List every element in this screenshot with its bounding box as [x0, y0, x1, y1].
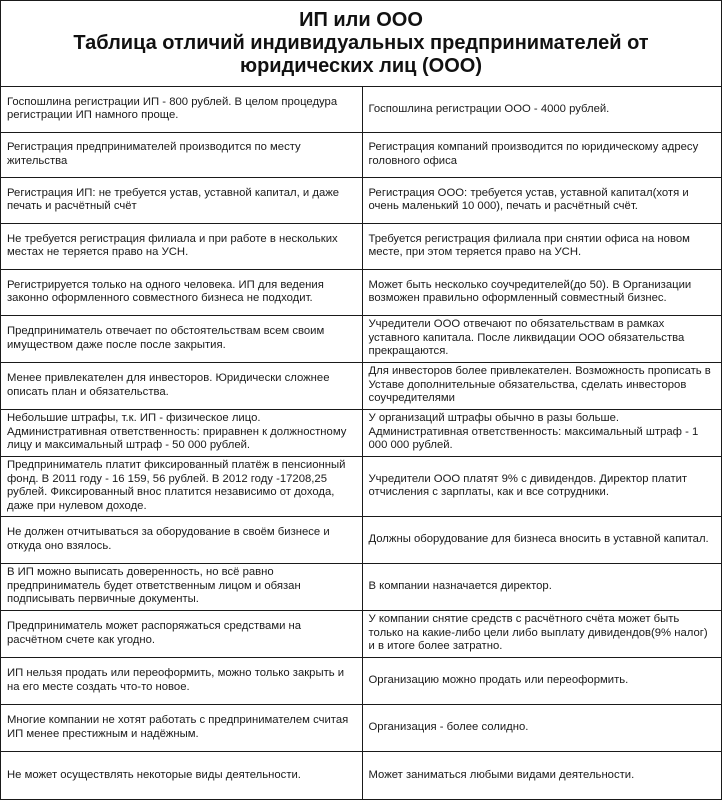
- table-row: [1, 456, 721, 516]
- document-header: [1, 1, 721, 87]
- ooo-cell: [362, 610, 721, 657]
- ip-text: Госпошлина регистрации ИП - 800 рублей. В целом процедура регистрации ИП намного проще.: [7, 95, 338, 122]
- ip-text: Предприниматель платит фиксированный платёж в пенсионный фонд. В 2011 году - 16 159, 56 рублей. В 2012 году -17208,25 рублей. Фиксированный внос платится независимо от дохода, даже при нулевом доходе.: [7, 459, 346, 512]
- ip-text: Предприниматель может распоряжаться средствами на расчётном счете как угодно.: [7, 620, 302, 646]
- ip-text: Регистрируется только на одного человека. ИП для ведения законно оформленного совместного бизнеса не подходит.: [7, 278, 324, 304]
- ip-text: Не может осуществлять некоторые виды деятельности.: [7, 768, 301, 781]
- ooo-text: В компании назначается директор.: [368, 579, 552, 592]
- ip-cell: [1, 704, 362, 751]
- ooo-text: Может заниматься любыми видами деятельности.: [368, 768, 635, 781]
- ooo-cell: [362, 563, 721, 610]
- ip-cell: [1, 409, 362, 456]
- ooo-text: Учредители ООО платят 9% с дивидендов. Директор платит отчисления с зарплаты, как и все сотрудники.: [368, 472, 688, 498]
- ip-cell: [1, 657, 362, 704]
- comparison-table: [1, 87, 721, 799]
- ooo-cell: [362, 87, 721, 132]
- ip-cell: [1, 177, 362, 223]
- ip-text: Регистрация ИП: не требуется устав, уставной капитал, и даже печать и расчётный счёт: [7, 186, 340, 212]
- ip-text: ИП нельзя продать или переоформить, можно только закрыть и на его месте создать что-то новое.: [7, 667, 345, 693]
- ooo-cell: [362, 409, 721, 456]
- ooo-cell: [362, 223, 721, 269]
- table-row: [1, 751, 721, 799]
- ooo-text: Требуется регистрация филиала при снятии офиса на новом месте, при этом теряется право на УСН.: [368, 232, 690, 258]
- ooo-cell: [362, 456, 721, 516]
- ooo-text: Регистрация ООО: требуется устав, уставной капитал(хотя и очень маленький 10 000), печать и расчётный счёт.: [368, 186, 689, 212]
- ip-cell: [1, 456, 362, 516]
- ip-text: Многие компании не хотят работать с предпринимателем считая ИП менее престижным и надёжным.: [7, 714, 349, 740]
- ip-cell: [1, 751, 362, 799]
- ooo-cell: [362, 516, 721, 563]
- ooo-text: У компании снятие средств с расчётного счёта может быть только на какие-либо цели либо выплату дивидендов(9% налог) и в итоге более затратно.: [368, 613, 708, 653]
- ip-cell: [1, 223, 362, 269]
- ooo-text: Организация - более солидно.: [368, 720, 529, 733]
- ooo-cell: [362, 177, 721, 223]
- ooo-text: Госпошлина регистрации ООО - 4000 рублей.: [368, 102, 610, 115]
- ooo-text: У организаций штрафы обычно в разы больше. Административная ответственность: максимальный штраф - 1 000 000 рублей.: [368, 412, 699, 452]
- ooo-text: Учредители ООО отвечают по обязательствам в рамках уставного капитала. После ликвидации ООО обязательства прекращаются.: [368, 318, 685, 358]
- ooo-cell: [362, 704, 721, 751]
- ip-text: Не должен отчитываться за оборудование в своём бизнесе и откуда оно взялось.: [7, 526, 330, 552]
- document-subtitle: Таблица отличий индивидуальных предпринимателей от юридических лиц (ООО): [73, 32, 649, 77]
- table-row: [1, 269, 721, 315]
- ip-cell: [1, 269, 362, 315]
- ooo-text: Регистрация компаний производится по юридическому адресу головного офиса: [368, 141, 699, 167]
- ip-text: Менее привлекателен для инвесторов. Юридически сложнее описать план и обязательства.: [7, 372, 330, 398]
- document-title: ИП или ООО: [299, 9, 423, 31]
- ip-text: Не требуется регистрация филиала и при работе в нескольких местах не теряется право на УСН.: [7, 232, 338, 258]
- table-row: [1, 177, 721, 223]
- table-row: [1, 362, 721, 409]
- table-row: [1, 657, 721, 704]
- ip-cell: [1, 315, 362, 362]
- table-row: [1, 132, 721, 177]
- table-row: [1, 223, 721, 269]
- ip-cell: [1, 132, 362, 177]
- ip-cell: [1, 362, 362, 409]
- table-row: [1, 516, 721, 563]
- ip-cell: [1, 563, 362, 610]
- ip-cell: [1, 87, 362, 132]
- ooo-text: Может быть несколько соучредителей(до 50). В Организации возможен правильно оформленный совместный бизнес.: [368, 278, 692, 304]
- ooo-cell: [362, 362, 721, 409]
- ip-cell: [1, 610, 362, 657]
- ip-text: Небольшие штрафы, т.к. ИП - физическое лицо. Административная ответственность: приравнен к должностному лицу и максимальный штраф - 50 000 рублей.: [7, 412, 347, 452]
- ip-text: В ИП можно выписать доверенность, но всё равно предприниматель будет ответственным лицом и обязан подписывать первичные документы.: [7, 566, 301, 606]
- table-row: [1, 610, 721, 657]
- ip-cell: [1, 516, 362, 563]
- ooo-cell: [362, 751, 721, 799]
- table-row: [1, 87, 721, 132]
- ooo-text: Для инвесторов более привлекателен. Возможность прописать в Уставе дополнительные обязательства, сделать инвесторов соучредителями: [368, 365, 711, 405]
- ip-text: Предприниматель отвечает по обстоятельствам всем своим имуществом даже после после закрытия.: [7, 325, 325, 351]
- table-row: [1, 409, 721, 456]
- table-row: [1, 704, 721, 751]
- table-row: [1, 315, 721, 362]
- ip-text: Регистрация предпринимателей производится по месту жительства: [7, 141, 301, 167]
- ooo-cell: [362, 132, 721, 177]
- ooo-cell: [362, 657, 721, 704]
- ooo-text: Должны оборудование для бизнеса вносить в уставной капитал.: [368, 532, 709, 545]
- table-row: [1, 563, 721, 610]
- ooo-cell: [362, 269, 721, 315]
- ooo-cell: [362, 315, 721, 362]
- ooo-text: Организацию можно продать или переоформить.: [368, 673, 629, 686]
